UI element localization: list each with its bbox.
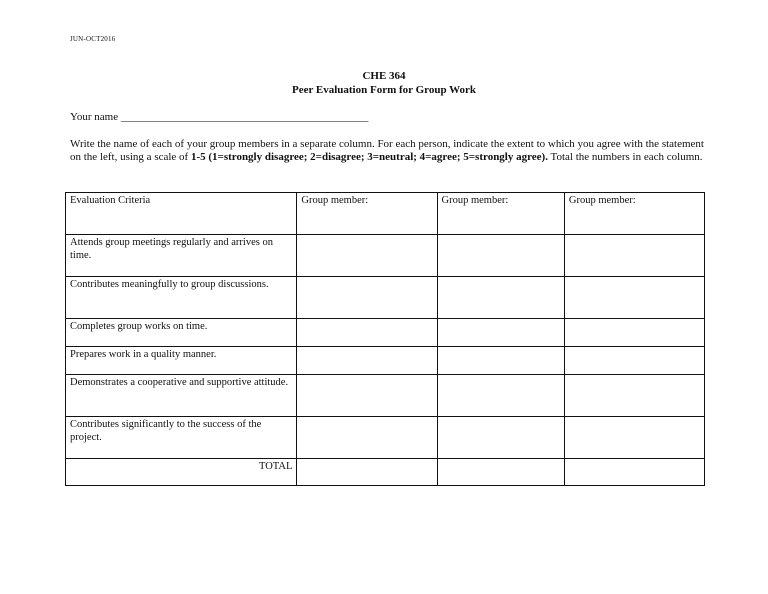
header-evaluation-criteria: Evaluation Criteria [66,193,297,235]
criteria-timeliness: Completes group works on time. [66,319,297,347]
score-cell[interactable] [564,277,704,319]
criteria-cooperation: Demonstrates a cooperative and supportive attitude. [66,375,297,417]
criteria-success: Contributes significantly to the success of the project. [66,417,297,459]
score-cell[interactable] [297,235,437,277]
score-cell[interactable] [564,417,704,459]
form-title: Peer Evaluation Form for Group Work [291,84,477,96]
total-cell[interactable] [297,459,437,486]
table-row [66,277,705,319]
evaluation-table [65,192,705,486]
score-cell[interactable] [564,375,704,417]
instructions-paragraph [70,138,710,164]
course-code: CHE 364 [362,70,406,82]
instructions-part-3: Total the numbers in each column. [547,151,703,163]
header-group-member-3[interactable]: Group member: [564,193,704,235]
score-cell[interactable] [437,235,564,277]
score-cell[interactable] [437,347,564,375]
your-name-line [70,111,368,123]
instructions-part-1: Write the name of each of your group members in a separate column. For each person, indicate the extent to which you agree with the statement on the left, using a scale of [70,138,704,163]
your-name-blank[interactable]: _____________________________________________ [120,111,369,123]
score-cell[interactable] [297,375,437,417]
score-cell[interactable] [297,347,437,375]
total-label: TOTAL [66,459,297,486]
score-cell[interactable] [437,277,564,319]
score-cell[interactable] [564,235,704,277]
criteria-attendance: Attends group meetings regularly and arrives on time. [66,235,297,277]
score-cell[interactable] [437,319,564,347]
table-row [66,417,705,459]
table-row [66,235,705,277]
total-cell[interactable] [564,459,704,486]
table-row [66,375,705,417]
document-header-code: JUN-OCT2016 [70,35,116,43]
score-cell[interactable] [437,375,564,417]
table-header-row [66,193,705,235]
score-cell[interactable] [297,319,437,347]
score-cell[interactable] [297,417,437,459]
score-cell[interactable] [564,347,704,375]
instructions-scale: 1-5 (1=strongly disagree; 2=disagree; 3=neutral; 4=agree; 5=strongly agree). [190,151,548,163]
total-cell[interactable] [437,459,564,486]
total-row [66,459,705,486]
header-group-member-2[interactable]: Group member: [437,193,564,235]
header-group-member-1[interactable]: Group member: [297,193,437,235]
title-block [0,69,768,97]
score-cell[interactable] [297,277,437,319]
score-cell[interactable] [437,417,564,459]
table-row [66,319,705,347]
criteria-quality: Prepares work in a quality manner. [66,347,297,375]
your-name-label: Your name [70,111,119,123]
criteria-contribution: Contributes meaningfully to group discussions. [66,277,297,319]
table-row [66,347,705,375]
score-cell[interactable] [564,319,704,347]
